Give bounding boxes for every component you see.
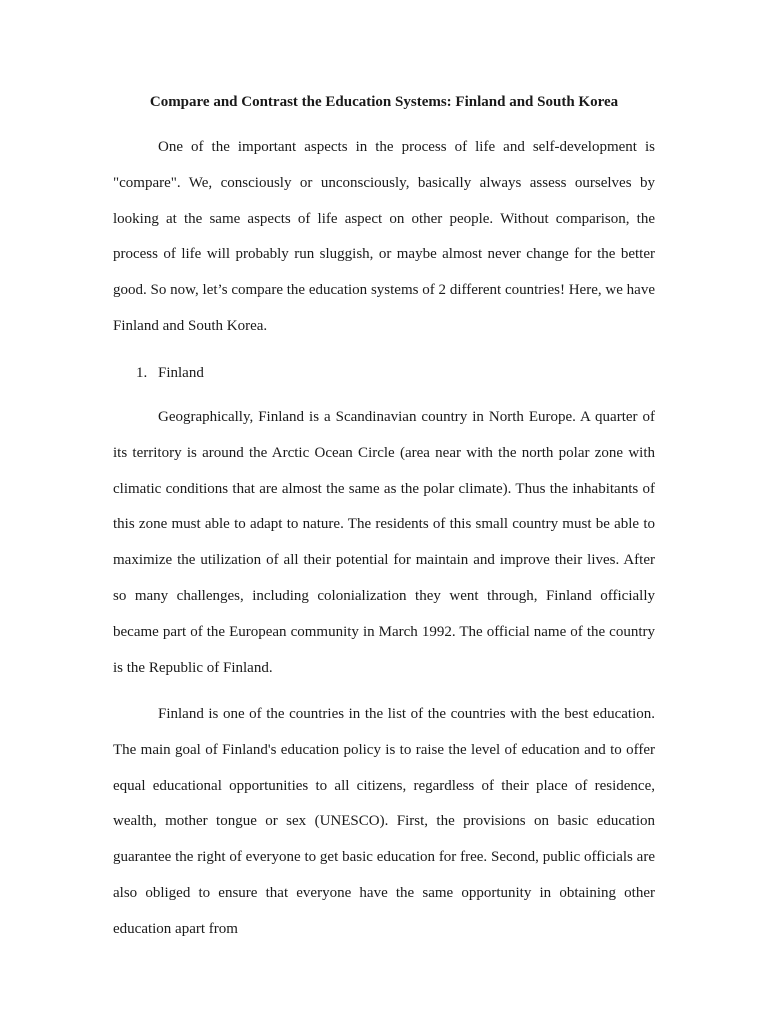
section-heading-text: Finland [158, 365, 204, 381]
finland-geography-paragraph: Geographically, Finland is a Scandinavian country in North Europe. A quarter of its territory is around the Arctic Ocean Circle (area near with the north polar zone with climatic conditions that are almost the same as the polar climate). Thus the inhabitants of this zone must able to adapt to nature. The residents of this small country must be able to maximize the utilization of all their potential for maintain and improve their lives. After so many challenges, including colonialization they went through, Finland officially became part of the European community in March 1992. The official name of the country is the Republic of Finland. [113, 409, 655, 676]
list-number: 1. [136, 365, 148, 381]
intro-paragraph: One of the important aspects in the process of life and self-development is "compare". We, consciously or unconsciously, basically always assess ourselves by looking at the same aspects of life aspect on other people. Without comparison, the process of life will probably run sluggish, or maybe almost never change for the better good. So now, let’s compare the education systems of 2 different countries! Here, we have Finland and South Korea. [113, 139, 655, 334]
section-heading-finland [136, 362, 204, 384]
document-title: Compare and Contrast the Education Systems: Finland and South Korea [149, 94, 619, 110]
finland-education-paragraph: Finland is one of the countries in the list of the countries with the best education. The main goal of Finland's education policy is to raise the level of education and to offer equal educational opportunities to all citizens, regardless of their place of residence, wealth, mother tongue or sex (UNESCO). First, the provisions on basic education guarantee the right of everyone to get basic education for free. Second, public officials are also obliged to ensure that everyone have the same opportunity in obtaining other education apart from [113, 706, 655, 937]
